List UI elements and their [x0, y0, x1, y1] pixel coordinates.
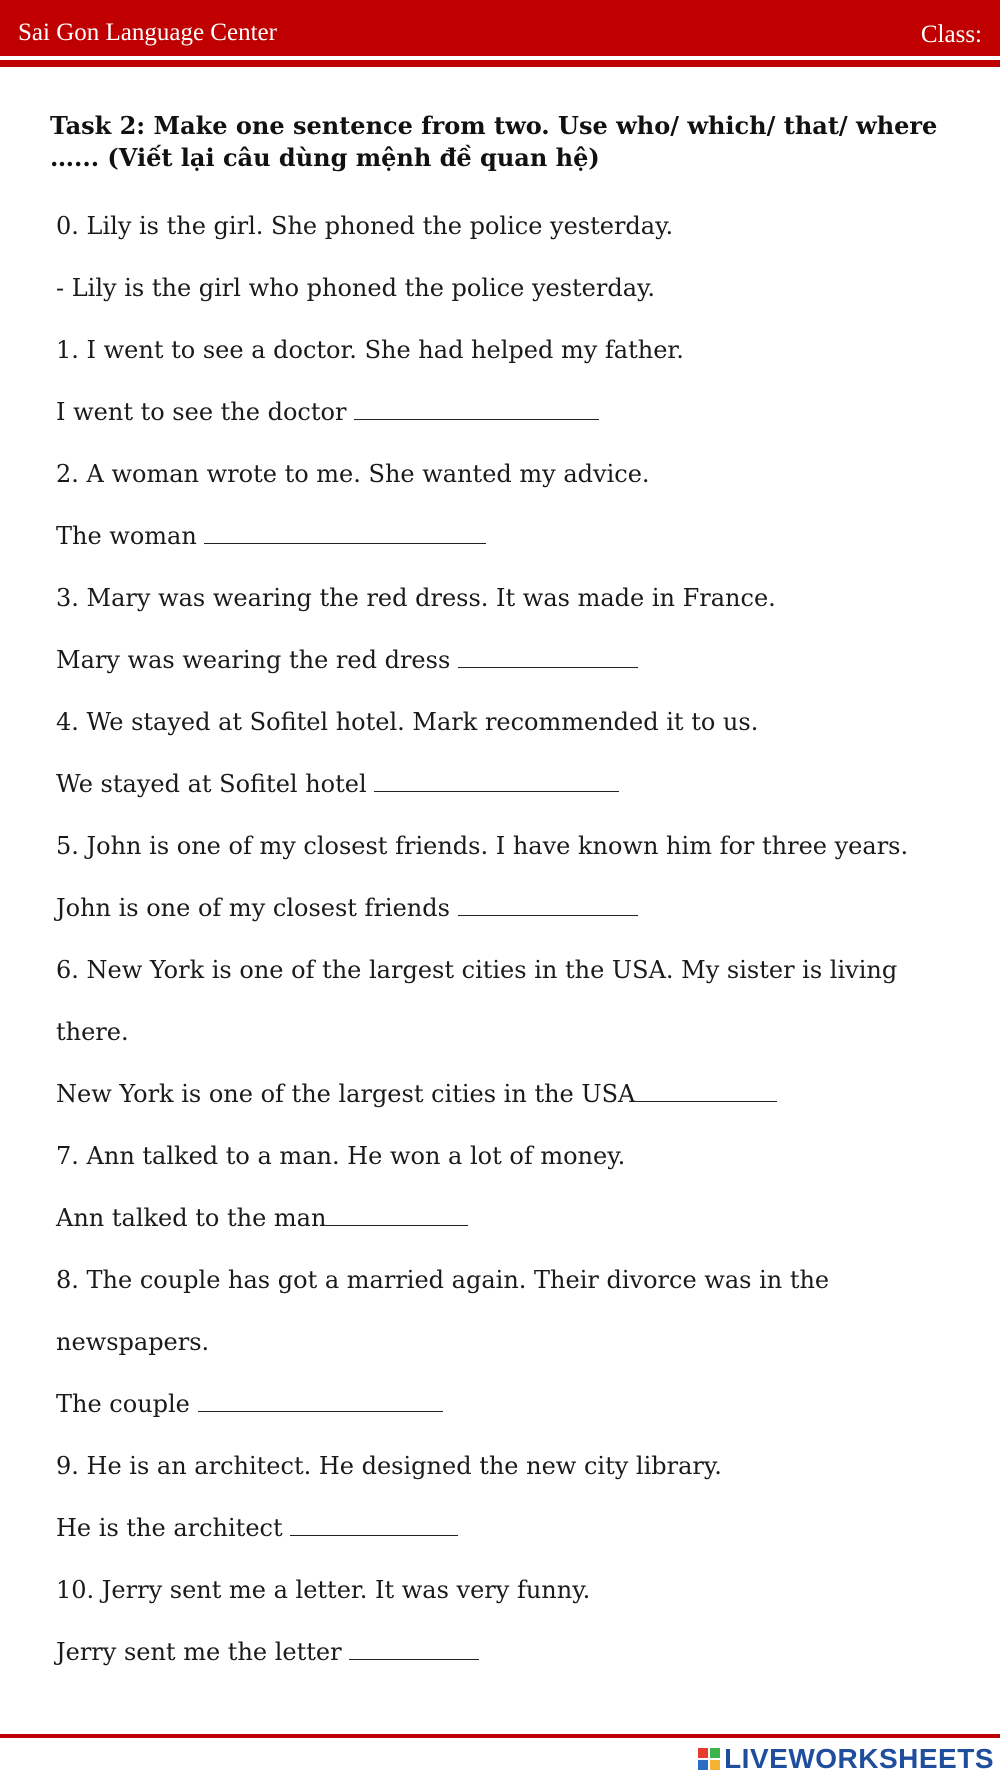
line-text: 7. Ann talked to a man. He won a lot of money. — [56, 1142, 626, 1170]
answer-blank[interactable] — [635, 1075, 777, 1102]
answer-line — [56, 1197, 956, 1259]
line-text: 1. I went to see a doctor. She had helped my father. — [56, 336, 684, 364]
task-title: Task 2: Make one sentence from two. Use who/ which/ that/ where …... (Viết lại câu dùng mệnh đề quan hệ) — [50, 111, 938, 172]
sentence-line — [56, 1445, 956, 1507]
liveworksheets-logo-icon — [698, 1748, 720, 1770]
sentence-line — [56, 1011, 956, 1073]
header-title: Sai Gon Language Center — [18, 19, 277, 46]
line-text: 6. New York is one of the largest cities in the USA. My sister is living — [56, 956, 898, 984]
line-text: 8. The couple has got a married again. Their divorce was in the — [56, 1266, 830, 1294]
line-text: 10. Jerry sent me a letter. It was very funny. — [56, 1576, 591, 1604]
answer-blank[interactable] — [349, 1633, 479, 1660]
line-text: Mary was wearing the red dress — [56, 646, 458, 674]
line-text: We stayed at Sofitel hotel — [56, 770, 375, 798]
answer-blank[interactable] — [354, 393, 599, 420]
answer-line — [56, 887, 956, 949]
footer-divider — [0, 1734, 1000, 1738]
sentence-line — [56, 1135, 956, 1197]
answer-line — [56, 639, 956, 701]
answer-line — [56, 1631, 956, 1693]
answer-line — [56, 763, 956, 825]
sentence-line — [56, 267, 956, 329]
header-divider — [0, 60, 1000, 67]
sentence-line — [56, 329, 956, 391]
line-text: John is one of my closest friends — [56, 894, 458, 922]
sentence-line — [56, 1569, 956, 1631]
header-bar — [0, 0, 1000, 56]
answer-blank[interactable] — [198, 1385, 443, 1412]
line-text: He is the architect — [56, 1514, 291, 1542]
line-text: 0. Lily is the girl. She phoned the police yesterday. — [56, 212, 674, 240]
answer-line — [56, 515, 956, 577]
line-text: 3. Mary was wearing the red dress. It was made in France. — [56, 584, 776, 612]
answer-blank[interactable] — [290, 1509, 458, 1536]
liveworksheets-logo — [698, 1744, 994, 1774]
line-text: newspapers. — [56, 1328, 210, 1356]
line-text: - Lily is the girl who phoned the police yesterday. — [56, 274, 656, 302]
line-text: 4. We stayed at Sofitel hotel. Mark recommended it to us. — [56, 708, 759, 736]
class-label: Class: — [920, 21, 982, 48]
sentence-line — [56, 205, 956, 267]
line-text: there. — [56, 1018, 129, 1046]
answer-line — [56, 1383, 956, 1445]
exercise-list — [56, 205, 956, 1693]
answer-blank[interactable] — [458, 889, 638, 916]
line-text: 5. John is one of my closest friends. I have known him for three years. — [56, 832, 909, 860]
line-text: New York is one of the largest cities in the USA — [56, 1080, 636, 1108]
line-text: 2. A woman wrote to me. She wanted my advice. — [56, 460, 650, 488]
line-text: Jerry sent me the letter — [56, 1638, 350, 1666]
sentence-line — [56, 701, 956, 763]
answer-line — [56, 391, 956, 453]
answer-blank[interactable] — [204, 517, 486, 544]
line-text: 9. He is an architect. He designed the new city library. — [56, 1452, 722, 1480]
sentence-line — [56, 1321, 956, 1383]
answer-line — [56, 1073, 956, 1135]
sentence-line — [56, 453, 956, 515]
line-text: The woman — [56, 522, 205, 550]
sentence-line — [56, 1259, 956, 1321]
line-text: Ann talked to the man — [56, 1204, 327, 1232]
answer-blank[interactable] — [374, 765, 619, 792]
logo-text: LIVEWORKSHEETS — [724, 1743, 994, 1774]
line-text: I went to see the doctor — [56, 398, 355, 426]
line-text: The couple — [56, 1390, 198, 1418]
sentence-line — [56, 825, 956, 887]
answer-blank[interactable] — [458, 641, 638, 668]
sentence-line — [56, 577, 956, 639]
answer-blank[interactable] — [326, 1199, 468, 1226]
sentence-line — [56, 949, 956, 1011]
answer-line — [56, 1507, 956, 1569]
